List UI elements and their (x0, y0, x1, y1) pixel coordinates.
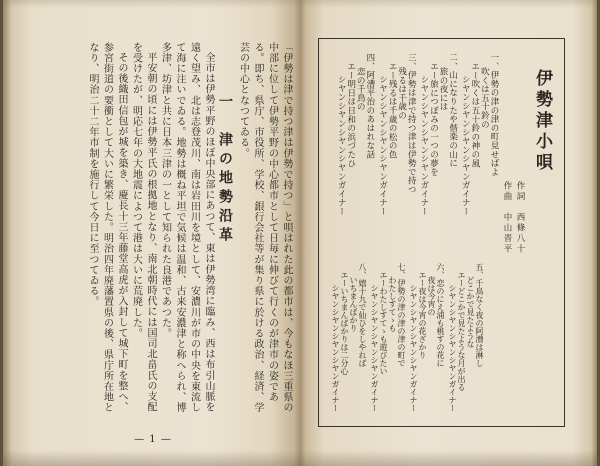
verse-line: エーいちまんばかりは二分心 (340, 271, 349, 375)
song-frame (318, 38, 565, 427)
verse-line: 旅の夜には (438, 66, 449, 111)
verse-line: わたしすてゝも (388, 275, 397, 332)
page-number: — 1 — (134, 434, 172, 445)
song-title: 伊勢津小唄 (532, 69, 552, 174)
verse-3 (377, 53, 415, 253)
verse-8 (331, 263, 367, 415)
verse-refrain: シヤンシヤンシヤンシヤンガイナー (448, 283, 457, 412)
song-credits (500, 181, 526, 255)
section-heading: 一 津の地勢沿革 (217, 94, 233, 246)
verse-line: エーどこかで見たような月が出る (457, 271, 466, 391)
page-top-edge (3, 0, 300, 8)
verse-line: 吹くは五十鈴の (479, 66, 490, 129)
body-paragraph: その後織田信包が城を築き、慶長十三年藤堂高虎が入封して城下町を整へ、参宮街道の要衝として大いに繁栄した。明治四年廃藩置県の後、県庁所在地となり、明治二十二年市制を施行して今日に至つてゐる。 (87, 42, 127, 413)
verse-line: 恋の千鳥の (355, 66, 366, 111)
verse-2 (418, 53, 456, 253)
verse-line: 夜は今宵の (427, 275, 436, 316)
verse-line: 七、伊勢の津の津の津の町で (397, 263, 406, 367)
verse-1 (460, 53, 498, 253)
verse-refrain: シヤンシヤンシヤンシヤンガイナー (377, 75, 388, 216)
verse-line: いちまんばかり (349, 275, 358, 332)
verses-upper-tier (333, 53, 499, 253)
verse-line: 一、伊勢の津の津の町見せばよ (489, 53, 499, 177)
lyricist-credit: 作詞 西條八十 (515, 181, 525, 255)
page-top-edge (300, 0, 597, 8)
verse-7 (370, 263, 406, 415)
verse-line: エーわたしすてゝも遊びたい (379, 271, 388, 375)
verse-line: 四、阿漕平治のあはれな話 (364, 53, 375, 159)
verse-line: 六、恋のにえ浦も桃すの花に (436, 263, 445, 367)
composer-credit: 作曲 中山晋平 (502, 181, 512, 255)
body-paragraph: 平安朝の頃には伊勢平氏の根拠地となり、南北朝時代には国司北畠氏の支配を受けたが、明応七年の大地震によつて港は大いに荒廃した。 (130, 42, 156, 413)
page-bottom-edge (3, 450, 300, 466)
page-bottom-edge (300, 450, 597, 466)
verse-5 (448, 263, 484, 415)
verse-4 (336, 53, 374, 253)
body-paragraph: 全市は伊勢平野のほぼ中央部にあつて、東は伊勢湾に臨み、西は布引山脈を遠く望み、北は志登茂川、南は岩田川を境として、安濃川が市の中央を東流して海に注いでゐる。地勢は概ね平坦で気候は温和、古来安濃津と称へられ、博多津、坊津と共に日本三津の一として知られた良港であつた。 (159, 42, 214, 413)
verse-line: エー夜は今宵の花ざかり (418, 271, 427, 359)
left-page (3, 0, 300, 466)
verse-line: 二、山になりたや偕楽の山に (447, 53, 458, 168)
verse-line: 五、千鳥なく夜の阿漕は淋し (475, 263, 484, 367)
verse-line: エー残るは千歳の松の色 (387, 61, 398, 159)
verse-refrain: シヤンシヤンシヤンシヤンガイナー (331, 283, 340, 412)
verse-refrain: シヤンシヤンシヤンシヤンガイナー (370, 283, 379, 412)
verse-6 (409, 263, 445, 415)
verse-line: エー吹くは五十鈴の神の風 (469, 61, 480, 168)
intro-paragraph: 「伊勢は津で持つ津は伊勢で持つ」と唄はれた此の都市は、今もなほ三重県の中部に位して伊勢平野の中心都市として日毎に伸びて行くのが津市の姿である。即ち、県庁、市役所、学校、銀行会社等が集り県に於ける政治、経済、学芸の中心となつてゐる。 (237, 42, 292, 413)
verse-line: 三、伊勢は津で持つ津は伊勢で持つ (406, 53, 417, 194)
verse-refrain: シヤンシヤンシヤンシヤンガイナー (336, 75, 347, 216)
verse-line: 八、嬉十九で仙ひをしやれば (358, 263, 367, 367)
verse-line: 残るは千歳の (396, 66, 407, 120)
verse-line: エー旅につぼみの一つの夢を (428, 61, 439, 176)
verse-line: どこかで見たような (466, 275, 475, 348)
verse-refrain: シヤンシヤンシヤンシヤンガイナー (409, 283, 418, 412)
verses-lower-tier (328, 263, 484, 415)
left-page-text (41, 42, 293, 414)
verse-refrain: シヤンシヤンシヤンシヤンガイナー (418, 75, 429, 216)
right-page (300, 0, 597, 466)
verse-line: エー明日は日和の浜づたひ (345, 61, 356, 168)
verse-refrain: シヤンシヤンシヤンシヤンガイナー (460, 75, 471, 216)
